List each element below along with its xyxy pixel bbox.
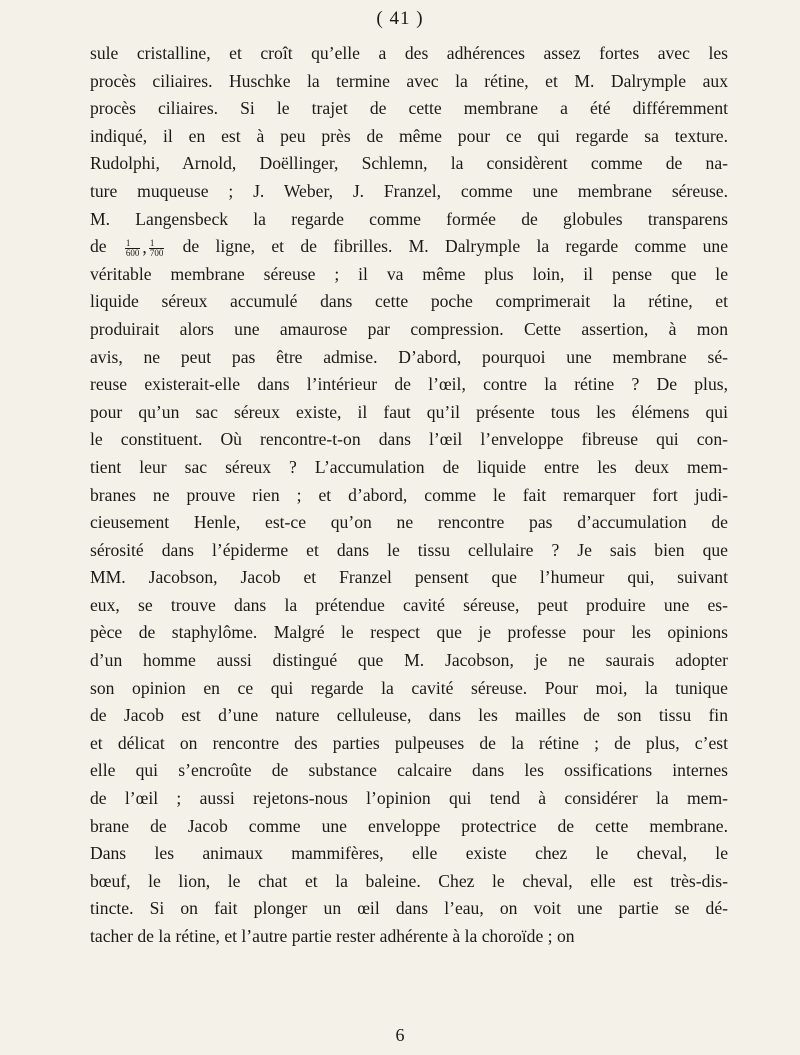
text-line: véritable membrane séreuse ; il va même plus loin, il pense que le — [90, 263, 728, 284]
body-text — [90, 40, 728, 951]
text-line: liquide séreux accumulé dans cette poche comprimerait la rétine, et — [90, 291, 728, 312]
page-number: ( 41 ) — [376, 8, 424, 29]
text-line: sérosité dans l’épiderme et dans le tissu cellulaire ? Je sais bien que — [90, 539, 728, 560]
text-line: procès ciliaires. Huschke la termine avec la rétine, et M. Dalrymple aux — [90, 70, 728, 91]
text-line: M. Langensbeck la regarde comme formée de globules transparens — [90, 208, 728, 229]
text-line: Rudolphi, Arnold, Doëllinger, Schlemn, la considèrent comme de na- — [90, 153, 728, 174]
text-line: indiqué, il en est à peu près de même pour ce qui regarde sa texture. — [90, 125, 728, 146]
text-line: pèce de staphylôme. Malgré le respect que je professe pour les opinions — [90, 622, 728, 643]
fraction-line-suffix: de ligne, et de fibrilles. M. Dalrymple la regarde comme une — [182, 236, 728, 257]
text-line: de l’œil ; aussi rejetons-nous l’opinion qui tend à considérer la mem- — [90, 788, 728, 809]
text-line: son opinion en ce qui regarde la cavité séreuse. Pour moi, la tunique — [90, 677, 728, 698]
text-line: elle qui s’encroûte de substance calcaire dans les ossifications internes — [90, 760, 728, 781]
text-line: d’un homme aussi distingué que M. Jacobson, je ne saurais adopter — [90, 650, 728, 671]
fraction-line-prefix: de — [90, 236, 107, 257]
fraction-numerator: 1 — [125, 239, 141, 249]
signature-mark: 6 — [395, 1025, 405, 1045]
text-line: brane de Jacob comme une enveloppe protectrice de cette membrane. — [90, 815, 728, 836]
text-line: Dans les animaux mammifères, elle existe chez le cheval, le — [90, 843, 728, 864]
text-line: avis, ne peut pas être admise. D’abord, pourquoi une membrane sé- — [90, 346, 728, 367]
text-line: tincte. Si on fait plonger un œil dans l’eau, on voit une partie se dé- — [90, 898, 728, 919]
fraction-numerator: 1 — [149, 239, 165, 249]
text-line: produirait alors une amaurose par compression. Cette assertion, à mon — [90, 318, 728, 339]
fraction-denominator: 700 — [149, 247, 164, 258]
fraction-denominator: 600 — [125, 247, 140, 258]
text-line: pour qu’un sac séreux existe, il faut qu’il présente tous les élémens qui — [90, 401, 728, 422]
text-line: de Jacob est d’une nature celluleuse, dans les mailles de son tissu fin — [90, 705, 728, 726]
text-line: branes ne prouve rien ; et d’abord, comme le fait remarquer fort judi- — [90, 484, 728, 505]
text-line: MM. Jacobson, Jacob et Franzel pensent que l’humeur qui, suivant — [90, 567, 728, 588]
text-line: bœuf, le lion, le chat et la baleine. Chez le cheval, elle est très-dis- — [90, 870, 728, 891]
text-line: procès ciliaires. Si le trajet de cette membrane a été différemment — [90, 98, 728, 119]
fraction-one-700 — [149, 239, 165, 258]
text-line: tacher de la rétine, et l’autre partie rester adhérente à la choroïde ; on — [90, 926, 575, 946]
text-line: eux, se trouve dans la prétendue cavité séreuse, peut produire une es- — [90, 594, 728, 615]
text-line-fraction: de $\frac{1}{600}$ , $\frac{1}{700}$ de ligne, et de fibrilles. M. Dalrymple la regarde comme une — [90, 236, 728, 258]
text-line: cieusement Henle, est-ce qu’on ne rencontre pas d’accumulation de — [90, 512, 728, 533]
text-line: le constituent. Où rencontre-t-on dans l’œil l’enveloppe fibreuse qui con- — [90, 429, 728, 450]
text-line: et délicat on rencontre des parties pulpeuses de la rétine ; de plus, c’est — [90, 732, 728, 753]
text-line: sule cristalline, et croît qu’elle a des adhérences assez fortes avec les — [90, 43, 728, 63]
text-line: ture muqueuse ; J. Weber, J. Franzel, comme une membrane séreuse. — [90, 180, 728, 201]
text-line: tient leur sac séreux ? L’accumulation de liquide entre les deux mem- — [90, 456, 728, 477]
fraction-one-600 — [125, 239, 141, 258]
text-line: reuse existerait-elle dans l’intérieur de l’œil, contre la rétine ? De plus, — [90, 374, 728, 395]
